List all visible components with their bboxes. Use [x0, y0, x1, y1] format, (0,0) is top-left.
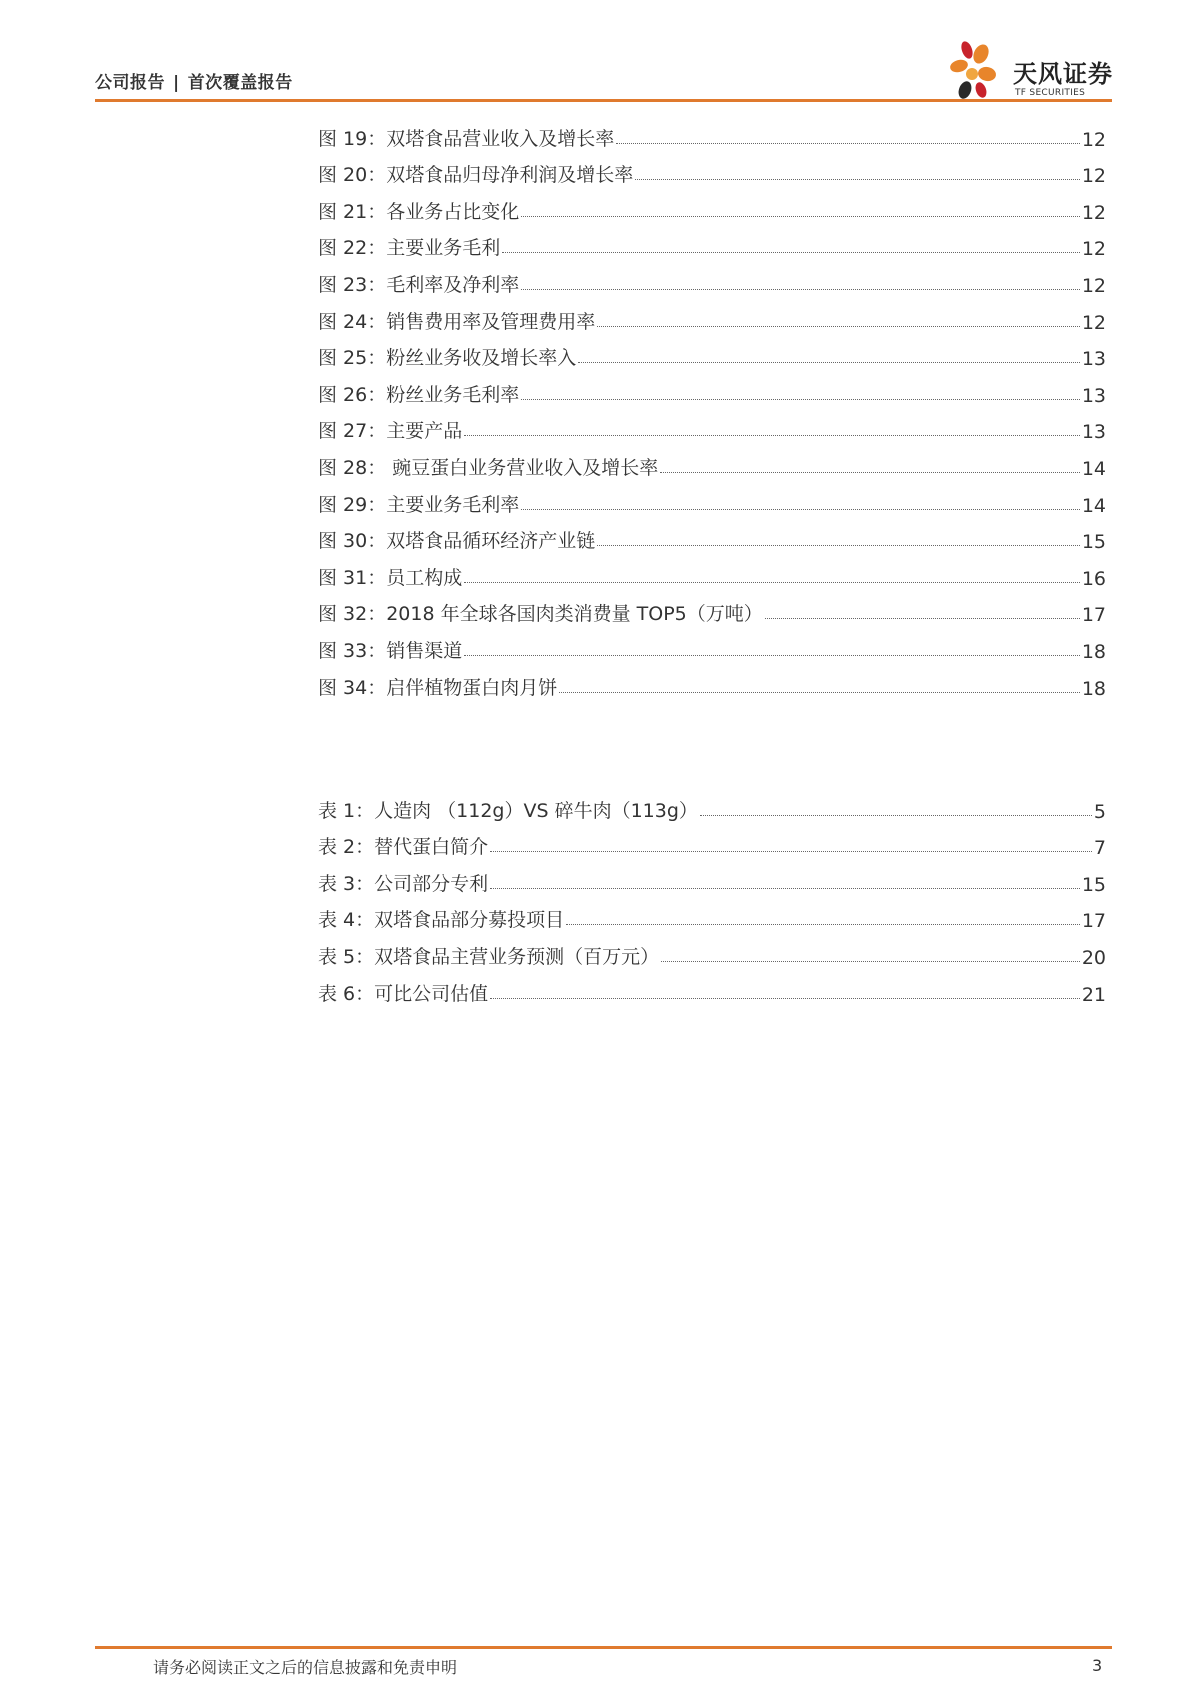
toc-entry-label: 图 29：主要业务毛利率 — [318, 493, 520, 516]
toc-entry-page: 13 — [1081, 384, 1106, 407]
toc-entry-page: 21 — [1081, 983, 1106, 1006]
figure-list — [318, 114, 1106, 700]
toc-entry-page: 17 — [1081, 910, 1106, 933]
header-report-type: 公司报告 — [95, 73, 165, 93]
footer-page-number: 3 — [1092, 1656, 1103, 1675]
figure-toc-entry[interactable] — [318, 443, 1106, 480]
toc-entry-label: 图 28： 豌豆蛋白业务营业收入及增长率 — [318, 456, 659, 479]
figure-toc-entry[interactable] — [318, 626, 1106, 663]
dot-leader — [490, 998, 1080, 999]
dot-leader — [660, 472, 1080, 473]
toc-entry-label: 图 21：各业务占比变化 — [318, 200, 520, 223]
table-toc-entry[interactable] — [318, 969, 1106, 1006]
logo-chinese-name: 天风证券 — [1013, 60, 1113, 88]
toc-entry-page: 7 — [1093, 837, 1106, 860]
dot-leader — [566, 924, 1080, 925]
toc-entry-label: 图 31：员工构成 — [318, 566, 463, 589]
table-toc-entry[interactable] — [318, 932, 1106, 969]
petal-logo-icon — [945, 38, 1007, 106]
dot-leader — [521, 216, 1080, 217]
dot-leader — [597, 326, 1080, 327]
figure-toc-entry[interactable] — [318, 407, 1106, 444]
figure-toc-entry[interactable] — [318, 224, 1106, 261]
dot-leader — [616, 143, 1080, 144]
toc-entry-page: 12 — [1081, 128, 1106, 151]
toc-entry-page: 18 — [1081, 677, 1106, 700]
toc-entry-label: 表 3：公司部分专利 — [318, 872, 489, 895]
toc-entry-page: 14 — [1081, 457, 1106, 480]
toc-entry-page: 16 — [1081, 567, 1106, 590]
table-toc-entry[interactable] — [318, 896, 1106, 933]
logo-english-name: TF SECURITIES — [1015, 88, 1086, 98]
toc-entry-label: 图 25：粉丝业务收及增长率入 — [318, 347, 577, 370]
toc-entry-label: 表 6：可比公司估值 — [318, 982, 489, 1005]
toc-entry-label: 图 22：主要业务毛利 — [318, 237, 501, 260]
header-separator: | — [173, 73, 180, 93]
toc-entry-page: 17 — [1081, 604, 1106, 627]
figure-toc-entry[interactable] — [318, 553, 1106, 590]
toc-entry-page: 12 — [1081, 238, 1106, 261]
toc-entry-label: 表 4：双塔食品部分募投项目 — [318, 909, 565, 932]
figure-toc-entry[interactable] — [318, 297, 1106, 334]
dot-leader — [597, 545, 1080, 546]
toc-entry-page: 15 — [1081, 873, 1106, 896]
dot-leader — [700, 815, 1092, 816]
figure-toc-entry[interactable] — [318, 590, 1106, 627]
table-toc-entry[interactable] — [318, 786, 1106, 823]
toc-entry-label: 图 30：双塔食品循环经济产业链 — [318, 530, 596, 553]
tf-securities-logo — [945, 38, 1115, 106]
dot-leader — [464, 582, 1080, 583]
toc-entry-label: 表 2：替代蛋白简介 — [318, 836, 489, 859]
toc-entry-page: 12 — [1081, 274, 1106, 297]
report-header — [95, 68, 293, 93]
toc-entry-label: 图 34：启伴植物蛋白肉月饼 — [318, 676, 558, 699]
figure-toc-entry[interactable] — [318, 114, 1106, 151]
header-divider — [95, 99, 1112, 102]
dot-leader — [502, 252, 1080, 253]
figure-toc-entry[interactable] — [318, 663, 1106, 700]
toc-entry-label: 表 5：双塔食品主营业务预测（百万元） — [318, 945, 660, 968]
toc-entry-label: 图 32：2018 年全球各国肉类消费量 TOP5（万吨） — [318, 603, 763, 626]
table-toc-entry[interactable] — [318, 823, 1106, 860]
table-toc-entry[interactable] — [318, 859, 1106, 896]
dot-leader — [661, 961, 1080, 962]
table-list — [318, 786, 1106, 1006]
toc-entry-label: 图 24：销售费用率及管理费用率 — [318, 310, 596, 333]
dot-leader — [521, 509, 1080, 510]
toc-entry-page: 12 — [1081, 165, 1106, 188]
figure-toc-entry[interactable] — [318, 187, 1106, 224]
figure-toc-entry[interactable] — [318, 517, 1106, 554]
header-report-subtype: 首次覆盖报告 — [187, 73, 293, 93]
toc-entry-page: 13 — [1081, 348, 1106, 371]
toc-entry-label: 图 19：双塔食品营业收入及增长率 — [318, 127, 615, 150]
toc-entry-page: 12 — [1081, 201, 1106, 224]
dot-leader — [578, 362, 1080, 363]
toc-entry-page: 13 — [1081, 421, 1106, 444]
toc-entry-label: 图 23：毛利率及净利率 — [318, 273, 520, 296]
toc-entry-page: 5 — [1093, 800, 1106, 823]
toc-entry-label: 图 20：双塔食品归母净利润及增长率 — [318, 164, 634, 187]
toc-entry-page: 14 — [1081, 494, 1106, 517]
toc-entry-label: 图 33：销售渠道 — [318, 639, 463, 662]
toc-entry-page: 18 — [1081, 640, 1106, 663]
dot-leader — [464, 435, 1080, 436]
figure-toc-entry[interactable] — [318, 480, 1106, 517]
dot-leader — [521, 399, 1080, 400]
dot-leader — [559, 692, 1080, 693]
dot-leader — [521, 289, 1080, 290]
dot-leader — [464, 655, 1080, 656]
figure-toc-entry[interactable] — [318, 370, 1106, 407]
toc-entry-page: 12 — [1081, 311, 1106, 334]
figure-toc-entry[interactable] — [318, 151, 1106, 188]
dot-leader — [635, 179, 1080, 180]
dot-leader — [765, 618, 1080, 619]
toc-entry-label: 表 1：人造肉 （112g）VS 碎牛肉（113g） — [318, 799, 698, 822]
figure-toc-entry[interactable] — [318, 334, 1106, 371]
toc-entry-page: 15 — [1081, 531, 1106, 554]
footer-divider — [95, 1646, 1112, 1649]
dot-leader — [490, 851, 1092, 852]
figure-toc-entry[interactable] — [318, 260, 1106, 297]
footer-disclaimer: 请务必阅读正文之后的信息披露和免责申明 — [153, 1658, 458, 1677]
toc-entry-page: 20 — [1081, 946, 1106, 969]
dot-leader — [490, 888, 1080, 889]
toc-entry-label: 图 27：主要产品 — [318, 420, 463, 443]
toc-entry-label: 图 26：粉丝业务毛利率 — [318, 383, 520, 406]
